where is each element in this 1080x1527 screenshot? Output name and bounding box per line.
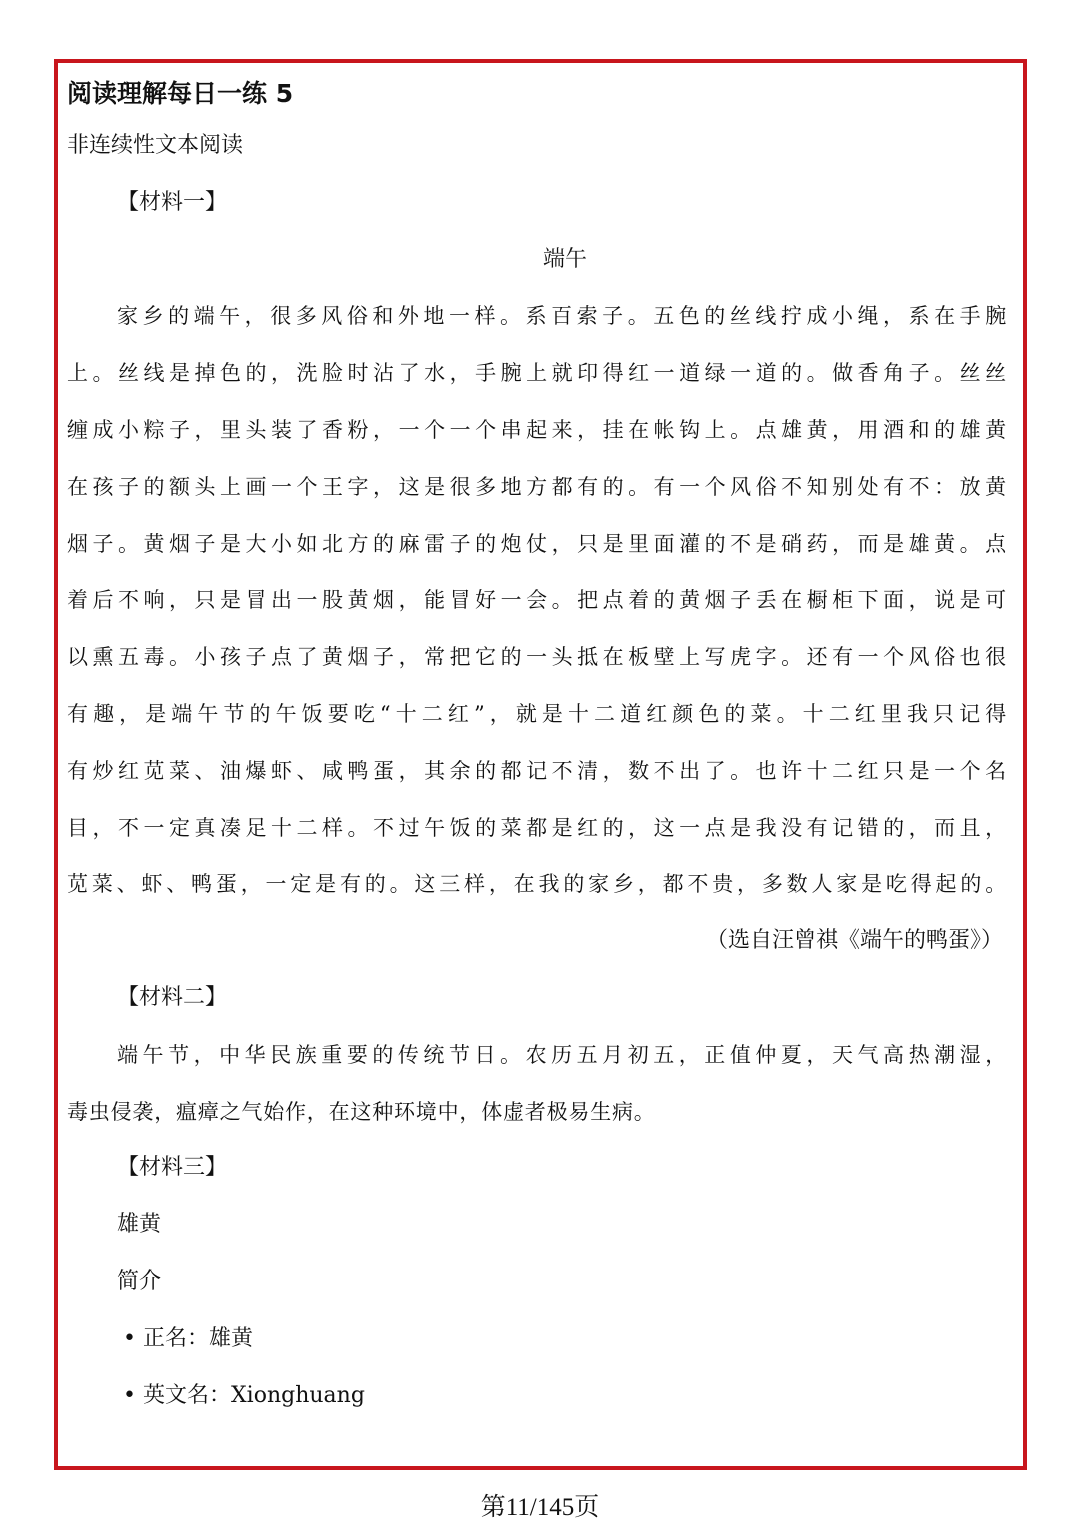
material1-paragraph (67, 288, 1007, 913)
bullet-icon: • (123, 1325, 136, 1351)
bullet-icon: • (123, 1382, 136, 1408)
paragraph-line: 有炒红苋菜、油爆虾、咸鸭蛋，其余的都记不清，数不出了。也许十二红只是一个名 (67, 758, 1007, 783)
item-label: 英文名： (143, 1382, 232, 1408)
material2-paragraph (67, 1027, 1007, 1141)
material3-label: 【材料三】 (117, 1155, 228, 1181)
material2-label: 【材料二】 (117, 984, 228, 1010)
material3-name: 雄黄 (117, 1212, 162, 1238)
paragraph-line: 目，不一定真凑足十二样。不过午饭的菜都是红的，这一点是我没有记错的，而且， (67, 815, 1007, 840)
material1-heading: 端午 (542, 246, 587, 272)
list-item (67, 1368, 1007, 1425)
paragraph-line: 有趣，是端午节的午饭要吃“十二红”，就是十二道红颜色的菜。十二红里我只记得 (67, 701, 1007, 726)
page-title: 阅读理解每日一练 5 (67, 79, 294, 108)
paragraph-line: 苋菜、虾、鸭蛋，一定是有的。这三样，在我的家乡，都不贵，多数人家是吃得起的。 (67, 872, 1007, 897)
paragraph-line: 缠成小粽子，里头装了香粉，一个一个串起来，挂在帐钩上。点雄黄，用酒和的雄黄 (67, 417, 1007, 442)
paragraph-line: 家乡的端午，很多风俗和外地一样。系百索子。五色的丝线拧成小绳，系在手腕 (117, 304, 1007, 329)
paragraph-line: 烟子。黄烟子是大小如北方的麻雷子的炮仗，只是里面灌的不是硝药，而是雄黄。点 (67, 531, 1007, 556)
list-item (67, 1311, 1007, 1368)
item-value: 雄黄 (209, 1325, 254, 1351)
paragraph-line: 着后不响，只是冒出一股黄烟，能冒好一会。把点着的黄烟子丢在橱柜下面，说是可 (67, 588, 1007, 613)
page-subtitle: 非连续性文本阅读 (67, 133, 244, 158)
page-number: 第11/145页 (480, 1494, 600, 1521)
material1-label: 【材料一】 (117, 189, 228, 215)
material3-intro: 简介 (117, 1268, 162, 1294)
paragraph-line: 上。丝线是掉色的，洗脸时沾了水，手腕上就印得红一道绿一道的。做香角子。丝丝 (67, 361, 1007, 386)
item-label: 正名： (143, 1325, 210, 1351)
paragraph-line: 端午节，中华民族重要的传统节日。农历五月初五，正值仲夏，天气高热潮湿， (117, 1042, 1007, 1067)
material1-source: （选自汪曾祺《端午的鸭蛋》） (705, 928, 1003, 954)
document-body (67, 70, 1007, 1424)
paragraph-line: 在孩子的额头上画一个王字，这是很多地方都有的。有一个风俗不知别处有不：放黄 (67, 474, 1007, 499)
paragraph-line: 以熏五毒。小孩子点了黄烟子，常把它的一头抵在板壁上写虎字。还有一个风俗也很 (67, 645, 1007, 670)
item-value: Xionghuang (231, 1382, 365, 1408)
paragraph-line: 毒虫侵袭，瘟瘴之气始作，在这种环境中，体虚者极易生病。 (67, 1099, 656, 1124)
